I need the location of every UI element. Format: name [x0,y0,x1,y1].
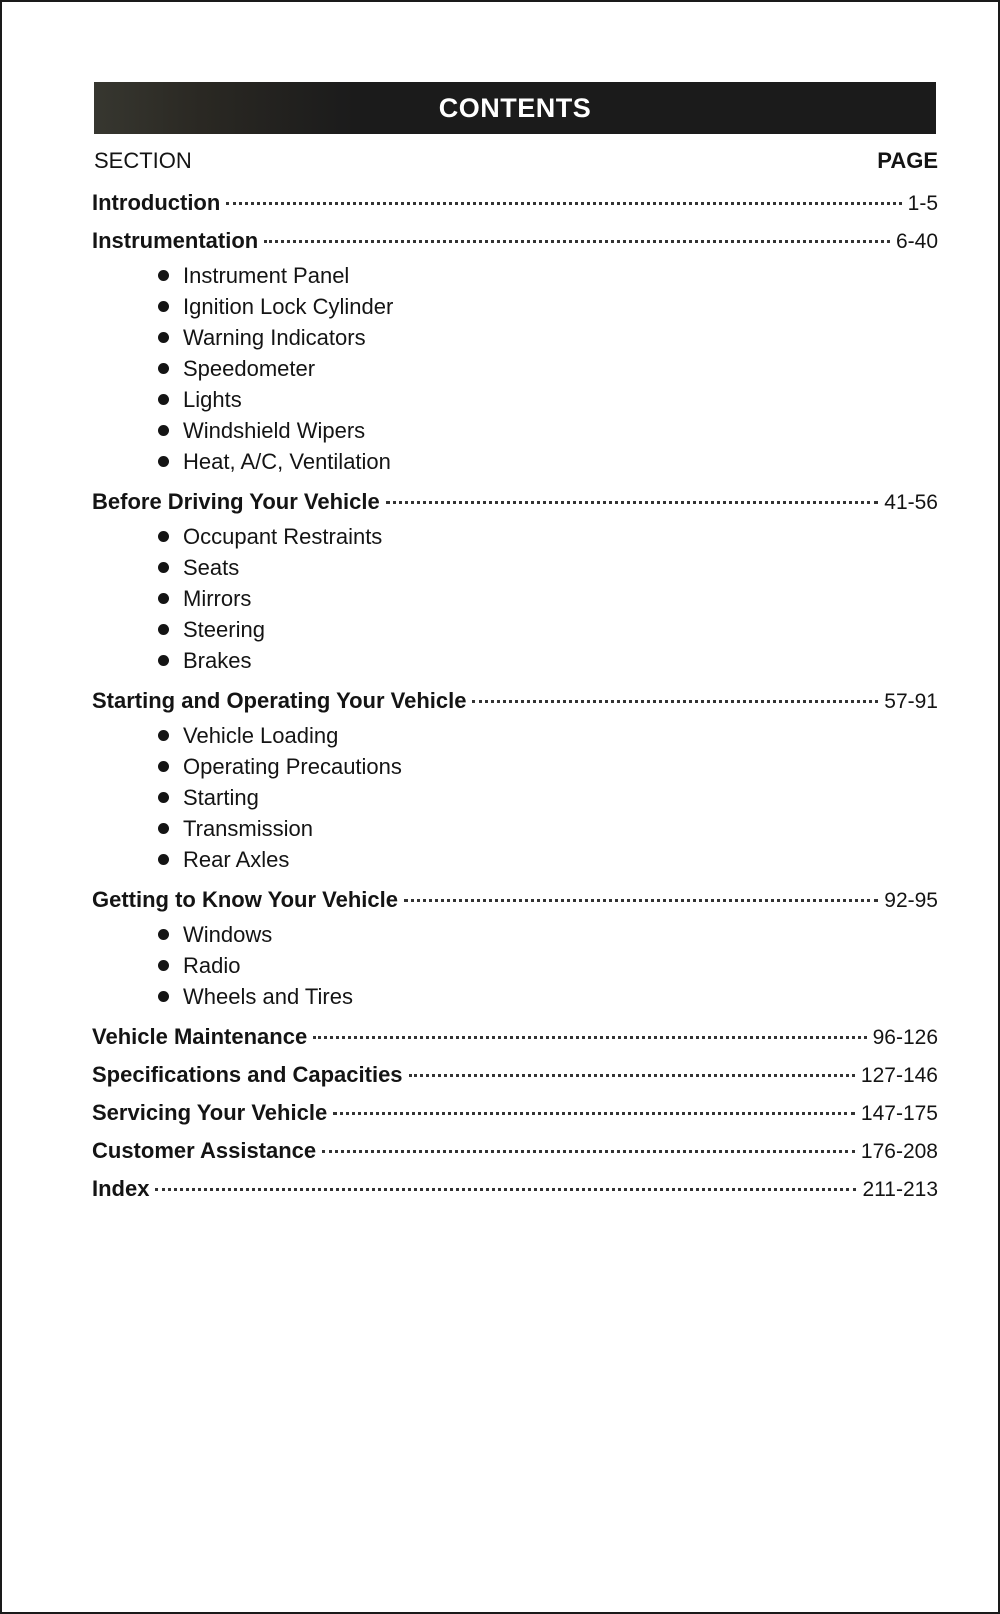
bullet-icon [158,562,169,573]
toc-entry [92,184,938,222]
toc-subitem-label: Speedometer [183,356,316,381]
toc-entry-title: Index [92,1176,150,1201]
toc-subitem-label: Brakes [183,648,252,673]
toc-subitem-label: Lights [183,387,242,412]
toc-subitem [158,751,938,782]
toc-subitem [158,446,938,477]
toc-entry-pages: 211-213 [862,1178,938,1201]
toc-entry-title: Getting to Know Your Vehicle [92,887,398,912]
dot-leader [472,698,878,703]
toc-subitem [158,645,938,676]
toc-entry-title: Specifications and Capacities [92,1062,403,1087]
toc-subitem-label: Heat, A/C, Ventilation [183,449,391,474]
toc-subitem-label: Occupant Restraints [183,524,383,549]
dot-leader [322,1148,855,1153]
toc-entry-pages: 57-91 [884,690,938,713]
toc-entry-title: Vehicle Maintenance [92,1024,308,1049]
bullet-icon [158,624,169,635]
toc-subitem [158,260,938,291]
toc-subitem-list [92,919,938,1018]
toc-entry-title: Servicing Your Vehicle [92,1100,328,1125]
bullet-icon [158,394,169,405]
bullet-icon [158,301,169,312]
toc-subitem [158,552,938,583]
toc-entry-pages: 176-208 [860,1140,938,1163]
toc-entry-pages: 41-56 [884,491,938,514]
toc-subitem-label: Windshield Wipers [183,418,366,443]
dot-leader [409,1072,855,1077]
toc-entry-row [92,184,938,222]
toc-entry-row [92,1094,938,1132]
bullet-icon [158,854,169,865]
toc-subitem-label: Seats [183,555,240,580]
toc-subitem-label: Radio [183,953,241,978]
toc-subitem-label: Ignition Lock Cylinder [183,294,394,319]
toc-entry [92,1170,938,1208]
toc-subitem-list [92,260,938,483]
toc-subitem [158,353,938,384]
toc-entry-row [92,1170,938,1208]
toc-entry-title: Customer Assistance [92,1138,317,1163]
bullet-icon [158,456,169,467]
toc-entry-title: Before Driving Your Vehicle [92,489,380,514]
toc-subitem-list [92,720,938,881]
bullet-icon [158,730,169,741]
toc-entry-pages: 127-146 [860,1064,938,1087]
dot-leader [264,238,890,243]
toc-subitem-label: Rear Axles [183,847,290,872]
page-title: CONTENTS [438,93,592,123]
toc-subitem-label: Steering [183,617,265,642]
toc-entry-row [92,682,938,720]
toc-entry-row [92,222,938,260]
toc-entry-pages: 96-126 [872,1026,938,1049]
toc-subitem [158,322,938,353]
toc-subitem-list [92,521,938,682]
toc-subitem [158,614,938,645]
contents-banner [94,82,936,134]
bullet-icon [158,960,169,971]
toc-entry-row [92,1018,938,1056]
column-headers [94,148,938,182]
toc-subitem [158,384,938,415]
toc-subitem [158,844,938,875]
bullet-icon [158,332,169,343]
toc-subitem-label: Wheels and Tires [183,984,353,1009]
toc-subitem [158,291,938,322]
bullet-icon [158,823,169,834]
toc-entry-pages: 147-175 [860,1102,938,1125]
toc-entry-row [92,1132,938,1170]
toc-subitem-label: Vehicle Loading [183,723,339,748]
dot-leader [333,1110,855,1115]
toc-subitem [158,583,938,614]
toc-entry-title: Starting and Operating Your Vehicle [92,688,467,713]
toc-entry [92,222,938,483]
bullet-icon [158,655,169,666]
dot-leader [313,1034,866,1039]
toc-entry-row [92,483,938,521]
toc-subitem [158,415,938,446]
toc-subitem-label: Operating Precautions [183,754,402,779]
toc-subitem [158,919,938,950]
toc-entry [92,682,938,881]
toc-subitem-label: Starting [183,785,259,810]
toc-entry-pages: 92-95 [884,889,938,912]
bullet-icon [158,363,169,374]
toc-subitem [158,720,938,751]
bullet-icon [158,991,169,1002]
toc-entry-row [92,881,938,919]
bullet-icon [158,531,169,542]
toc-entry-row [92,1056,938,1094]
toc-entry-title: Introduction [92,190,221,215]
dot-leader [386,499,879,504]
bullet-icon [158,761,169,772]
toc-subitem-label: Instrument Panel [183,263,350,288]
toc-subitem [158,782,938,813]
toc-entry [92,1056,938,1094]
toc-entry [92,1132,938,1170]
dot-leader [404,897,878,902]
toc-subitem-label: Warning Indicators [183,325,366,350]
bullet-icon [158,425,169,436]
bullet-icon [158,270,169,281]
toc-entry [92,483,938,682]
toc-subitem [158,521,938,552]
toc-entry [92,1018,938,1056]
bullet-icon [158,792,169,803]
page-column-header: PAGE [877,148,938,173]
toc-subitem-label: Windows [183,922,273,947]
section-column-header: SECTION [94,148,192,173]
toc-entry-pages: 6-40 [895,230,938,253]
toc-entry [92,1094,938,1132]
bullet-icon [158,929,169,940]
table-of-contents [92,184,938,1208]
bullet-icon [158,593,169,604]
toc-entry-pages: 1-5 [907,192,938,215]
dot-leader [226,200,901,205]
toc-subitem [158,981,938,1012]
toc-subitem-label: Mirrors [183,586,252,611]
dot-leader [155,1186,856,1191]
toc-entry-title: Instrumentation [92,228,259,253]
toc-subitem-label: Transmission [183,816,313,841]
toc-subitem [158,813,938,844]
toc-subitem [158,950,938,981]
toc-entry [92,881,938,1018]
